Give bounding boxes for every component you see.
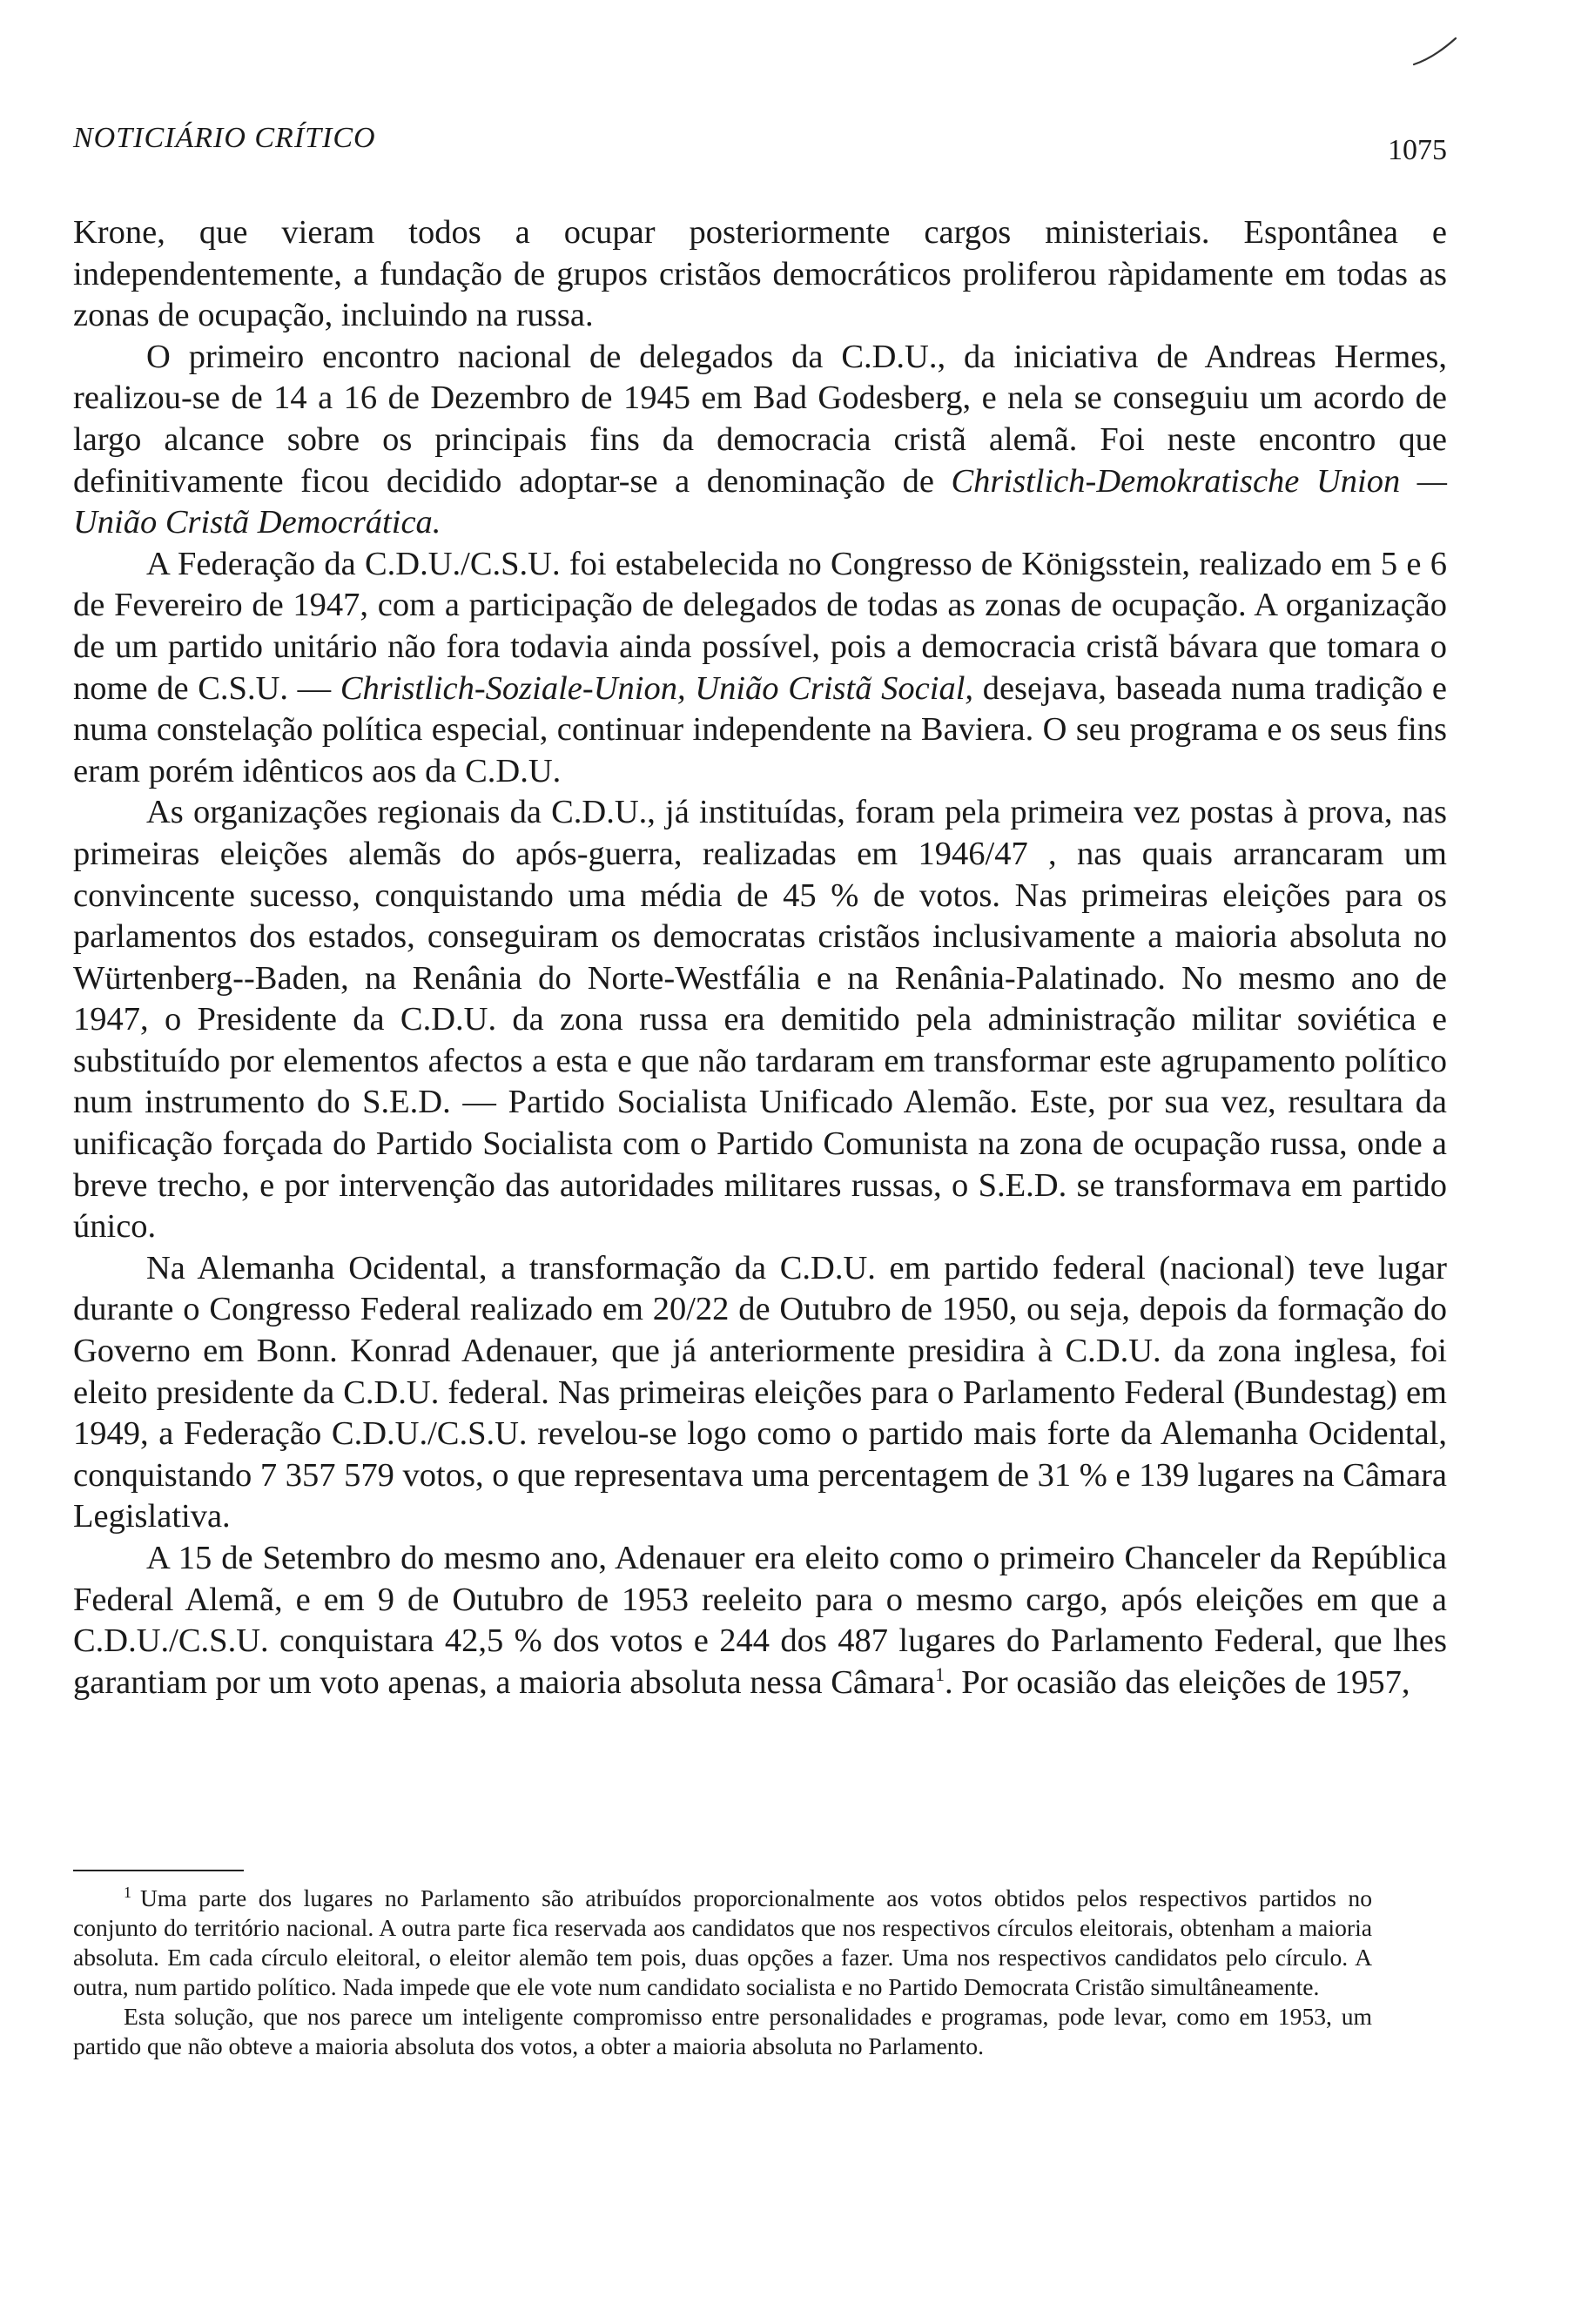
footnote-reference[interactable]: 1 xyxy=(934,1662,945,1685)
paragraph-6-text-after: . Por ocasião das eleições de 1957, xyxy=(944,1663,1410,1701)
pencil-mark-icon xyxy=(1410,35,1459,70)
paragraph-3-text-before: A Federação da C.D.U./C.S.U. foi estabelecida no Congresso de Königsstein, realizado em 5 e 6 de Fevereiro de 1947, com a participação de delegados de todas as zonas de ocupação. A organização de um partido unitário não fora todavia ainda possível, pois a democracia cristã bávara que tomara o nome de C.S.U. — xyxy=(73,545,1447,707)
paragraph-5 xyxy=(73,1248,1447,1538)
paragraph-3 xyxy=(73,544,1447,793)
running-head: NOTICIÁRIO CRÍTICO xyxy=(73,122,376,154)
footnote-1-continuation xyxy=(73,2002,1372,2061)
page-number: 1075 xyxy=(1388,134,1447,166)
footnote-1-continuation-text: Esta solução, que nos parece um inteligente compromisso entre personalidades e programas, pode levar, como em 1953, um partido que não obteve a maioria absoluta dos votos, a obter a maioria absoluta no Parlamento. xyxy=(73,2003,1372,2059)
paragraph-1 xyxy=(73,212,1447,337)
paragraph-6 xyxy=(73,1538,1447,1703)
paragraph-2-text: O primeiro encontro nacional de delegados da C.D.U., da iniciativa de Andreas Hermes, realizou-se de 14 a 16 de Dezembro de 1945 em Bad Godesberg, e nela se conseguiu um acordo de largo alcance sobre os principais fins da democracia cristã alemã. Foi neste encontro que definitivamente ficou decidido adoptar-se a denominação de xyxy=(73,338,1447,500)
main-text xyxy=(73,212,1447,1703)
paragraph-4-text: As organizações regionais da C.D.U., já instituídas, foram pela primeira vez postas à prova, nas primeiras eleições alemãs do após-guerra, realizadas em 1946/47 , nas quais arrancaram um convincente sucesso, conquistando uma média de 45 % de votos. Nas primeiras eleições para os parlamentos dos estados, conseguiram os democratas cristãos inclusivamente a maioria absoluta no Würtenberg--Baden, na Renânia do Norte-Westfália e na Renânia-Palatinado. No mesmo ano de 1947, o Presidente da C.D.U. da zona russa era demitido pela administração militar soviética e substituído por elementos afectos a esta e que não tardaram em transformar este agrupamento político num instrumento do S.E.D. — Partido Socialista Unificado Alemão. Este, por sua vez, resultara da unificação forçada do Partido Socialista com o Partido Comunista na zona de ocupação russa, onde a breve trecho, e por intervenção das autoridades militares russas, o S.E.D. se transformava em partido único. xyxy=(73,794,1447,1246)
paragraph-3-text-after: desejava, baseada numa tradição e numa constelação política especial, continuar independente na Baviera. O seu programa e os seus fins eram porém idênticos aos da C.D.U. xyxy=(73,669,1447,789)
paragraph-2-italic-term: Christlich-Demokratische Union — União Cristã Democrática. xyxy=(73,462,1448,541)
footnotes xyxy=(73,1884,1372,2061)
paragraph-3-italic-term: Christlich-Soziale-Union, União Cristã Social, xyxy=(340,669,974,707)
paragraph-1-text: Krone, que vieram todos a ocupar posteriormente cargos ministeriais. Espontânea e independentemente, a fundação de grupos cristãos democráticos proliferou ràpidamente em todas as zonas de ocupação, incluindo na russa. xyxy=(73,214,1447,334)
paragraph-4 xyxy=(73,792,1447,1248)
paragraph-5-text: Na Alemanha Ocidental, a transformação da C.D.U. em partido federal (nacional) teve lugar durante o Congresso Federal realizado em 20/22 de Outubro de 1950, ou seja, depois da formação do Governo em Bonn. Konrad Adenauer, que já anteriormente presidira à C.D.U. da zona inglesa, foi eleito presidente da C.D.U. federal. Nas primeiras eleições para o Parlamento Federal (Bundestag) em 1949, a Federação C.D.U./C.S.U. revelou-se logo como o partido mais forte da Alemanha Ocidental, conquistando 7 357 579 votos, o que representava uma percentagem de 31 % e 139 lugares na Câmara Legislativa. xyxy=(73,1249,1447,1535)
page-header xyxy=(73,122,1447,174)
footnote-1-marker: 1 xyxy=(124,1883,131,1901)
paragraph-2 xyxy=(73,337,1447,544)
footnote-1-text: Uma parte dos lugares no Parlamento são atribuídos proporcionalmente aos votos obtidos pelos respectivos partidos no conjunto do território nacional. A outra parte fica reservada aos candidatos que nos respectivos círculos eleitorais, obtenham a maioria absoluta. Em cada círculo eleitoral, o eleitor alemão tem pois, duas opções a fazer. Uma nos respectivos candidatos pelo círculo. A outra, num partido político. Nada impede que ele vote num candidato socialista e no Partido Democrata Cristão simultâneamente. xyxy=(73,1884,1372,2000)
footnote-divider xyxy=(73,1870,244,1871)
paragraph-6-text-before: A 15 de Setembro do mesmo ano, Adenauer era eleito como o primeiro Chanceler da República Federal Alemã, e em 9 de Outubro de 1953 reeleito para o mesmo cargo, após eleições em que a C.D.U./C.S.U. conquistara 42,5 % dos votos e 244 dos 487 lugares do Parlamento Federal, que lhes garantiam por um voto apenas, a maioria absoluta nessa Câmara xyxy=(73,1540,1447,1701)
footnote-1 xyxy=(73,1884,1372,2002)
